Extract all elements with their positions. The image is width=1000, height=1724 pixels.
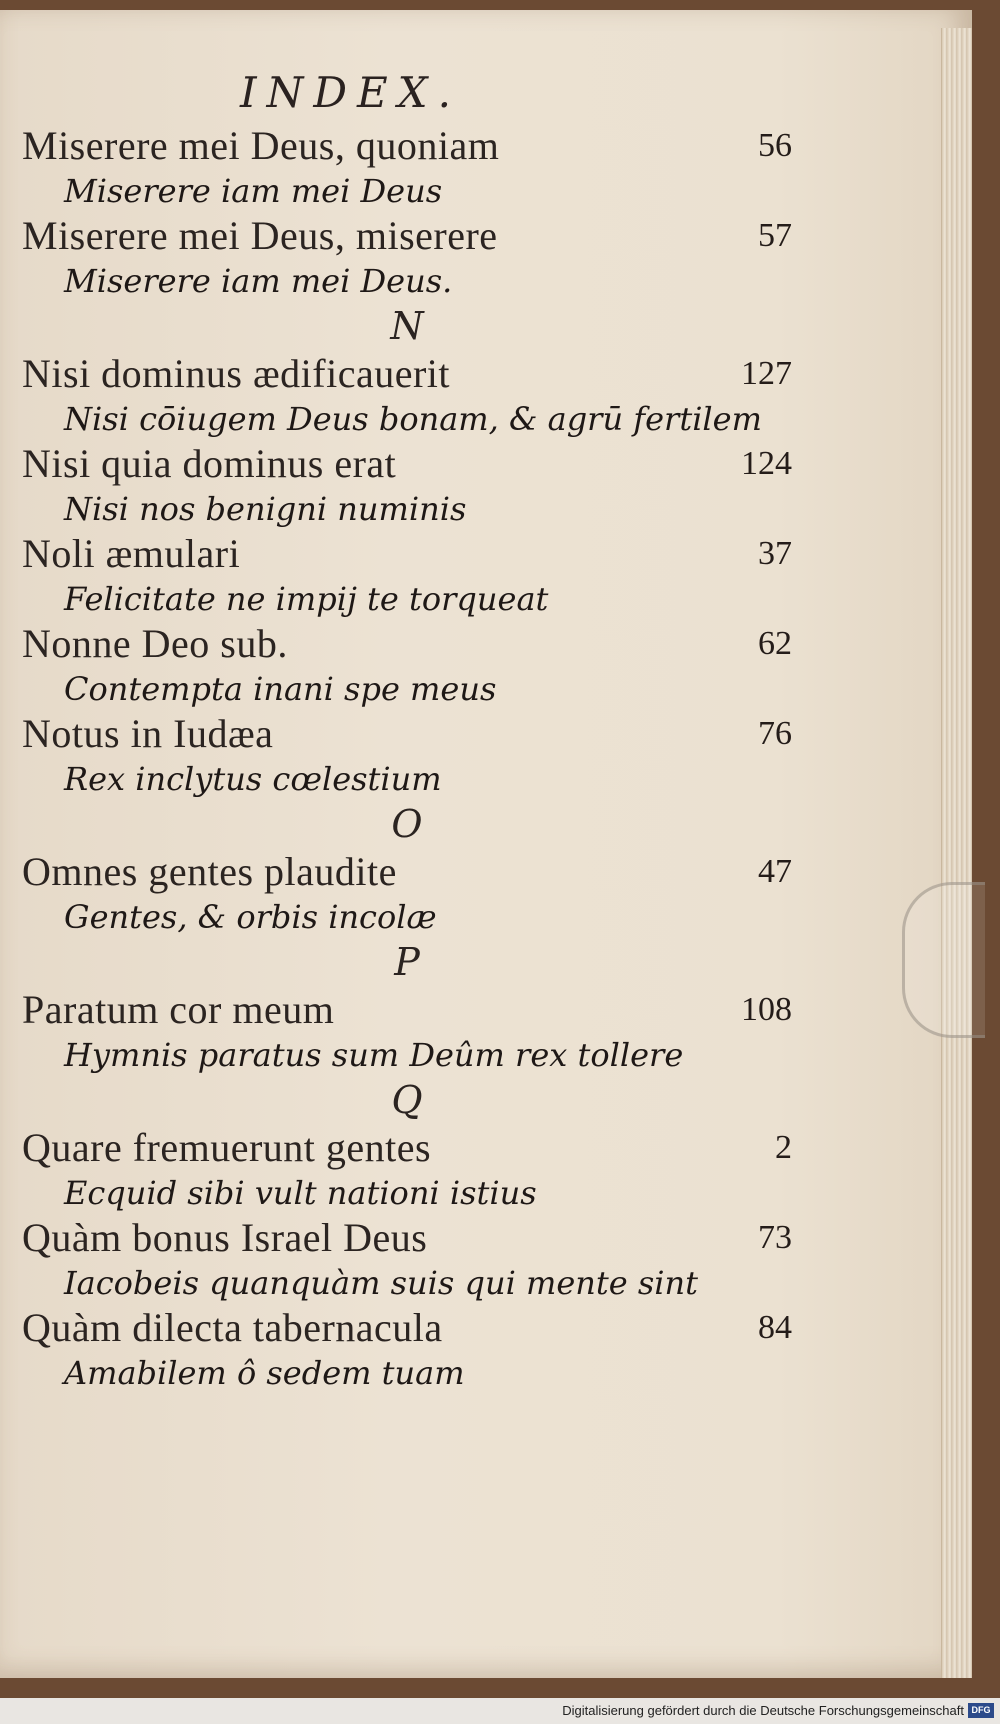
page-edge [941,28,972,1678]
entry-subtitle: Miserere iam mei Deus [64,172,443,210]
index-entry [22,620,792,710]
entry-page-number: 62 [758,625,792,662]
entry-subtitle: Miserere iam mei Deus. [64,262,453,300]
entry-title: Notus in Iudæa [22,711,274,756]
section-letter-p: P [394,940,420,984]
entry-subtitle: Ecquid sibi vult nationi istius [64,1174,537,1212]
entry-page-number: 124 [741,445,792,482]
entry-page-number: 57 [758,217,792,254]
entry-page-number: 56 [758,127,792,164]
index-entry [22,350,792,440]
entry-subtitle: Gentes, & orbis incolæ [64,898,437,936]
index-entry [22,440,792,530]
index-entry [22,1214,792,1304]
entry-page-number: 108 [741,991,792,1028]
entry-subtitle: Iacobeis quanquàm suis qui mente sint [64,1264,698,1302]
index-entry [22,212,792,302]
index-header: INDEX. [240,68,461,117]
section-letter-o: O [391,802,423,846]
footer-bar [0,1698,1000,1724]
entry-subtitle: Rex inclytus cœlestium [64,760,442,798]
entry-page-number: 73 [758,1219,792,1256]
section-letter-q: Q [391,1078,423,1122]
entry-title: Miserere mei Deus, quoniam [22,123,500,168]
entry-page-number: 2 [775,1129,792,1166]
entry-subtitle: Hymnis paratus sum Deûm rex tollere [64,1036,684,1074]
entry-title: Noli æmulari [22,531,241,576]
entry-title: Miserere mei Deus, miserere [22,213,498,258]
entry-subtitle: Amabilem ô sedem tuam [64,1354,465,1392]
entry-title: Quare fremuerunt gentes [22,1125,432,1170]
entry-title: Nonne Deo sub. [22,621,288,666]
entry-subtitle: Felicitate ne impij te torqueat [64,580,549,618]
entry-title: Quàm dilecta tabernacula [22,1305,443,1350]
index-list [22,122,792,1394]
entry-page-number: 47 [758,853,792,890]
section-letter-n: N [390,304,424,348]
index-entry [22,1304,792,1394]
entry-page-number: 84 [758,1309,792,1346]
entry-title: Omnes gentes plaudite [22,849,397,894]
index-entry [22,530,792,620]
index-entry [22,1124,792,1214]
entry-page-number: 76 [758,715,792,752]
index-entry [22,710,792,800]
index-entry [22,986,792,1076]
dfg-logo-icon: DFG [968,1703,994,1718]
entry-title: Nisi dominus ædificauerit [22,351,451,396]
entry-subtitle: Contempta inani spe meus [64,670,497,708]
entry-subtitle: Nisi nos benigni numinis [64,490,467,528]
entry-title: Quàm bonus Israel Deus [22,1215,428,1260]
entry-title: Paratum cor meum [22,987,335,1032]
entry-page-number: 127 [741,355,792,392]
book-page [0,10,972,1678]
entry-title: Nisi quia dominus erat [22,441,397,486]
footer-credit: Digitalisierung gefördert durch die Deutsche Forschungsgemeinschaft [562,1703,964,1718]
entry-page-number: 37 [758,535,792,572]
index-entry [22,848,792,938]
index-entry [22,122,792,212]
page-clip [902,882,985,1038]
entry-subtitle: Nisi cōiugem Deus bonam, & agrū fertilem [64,400,762,438]
